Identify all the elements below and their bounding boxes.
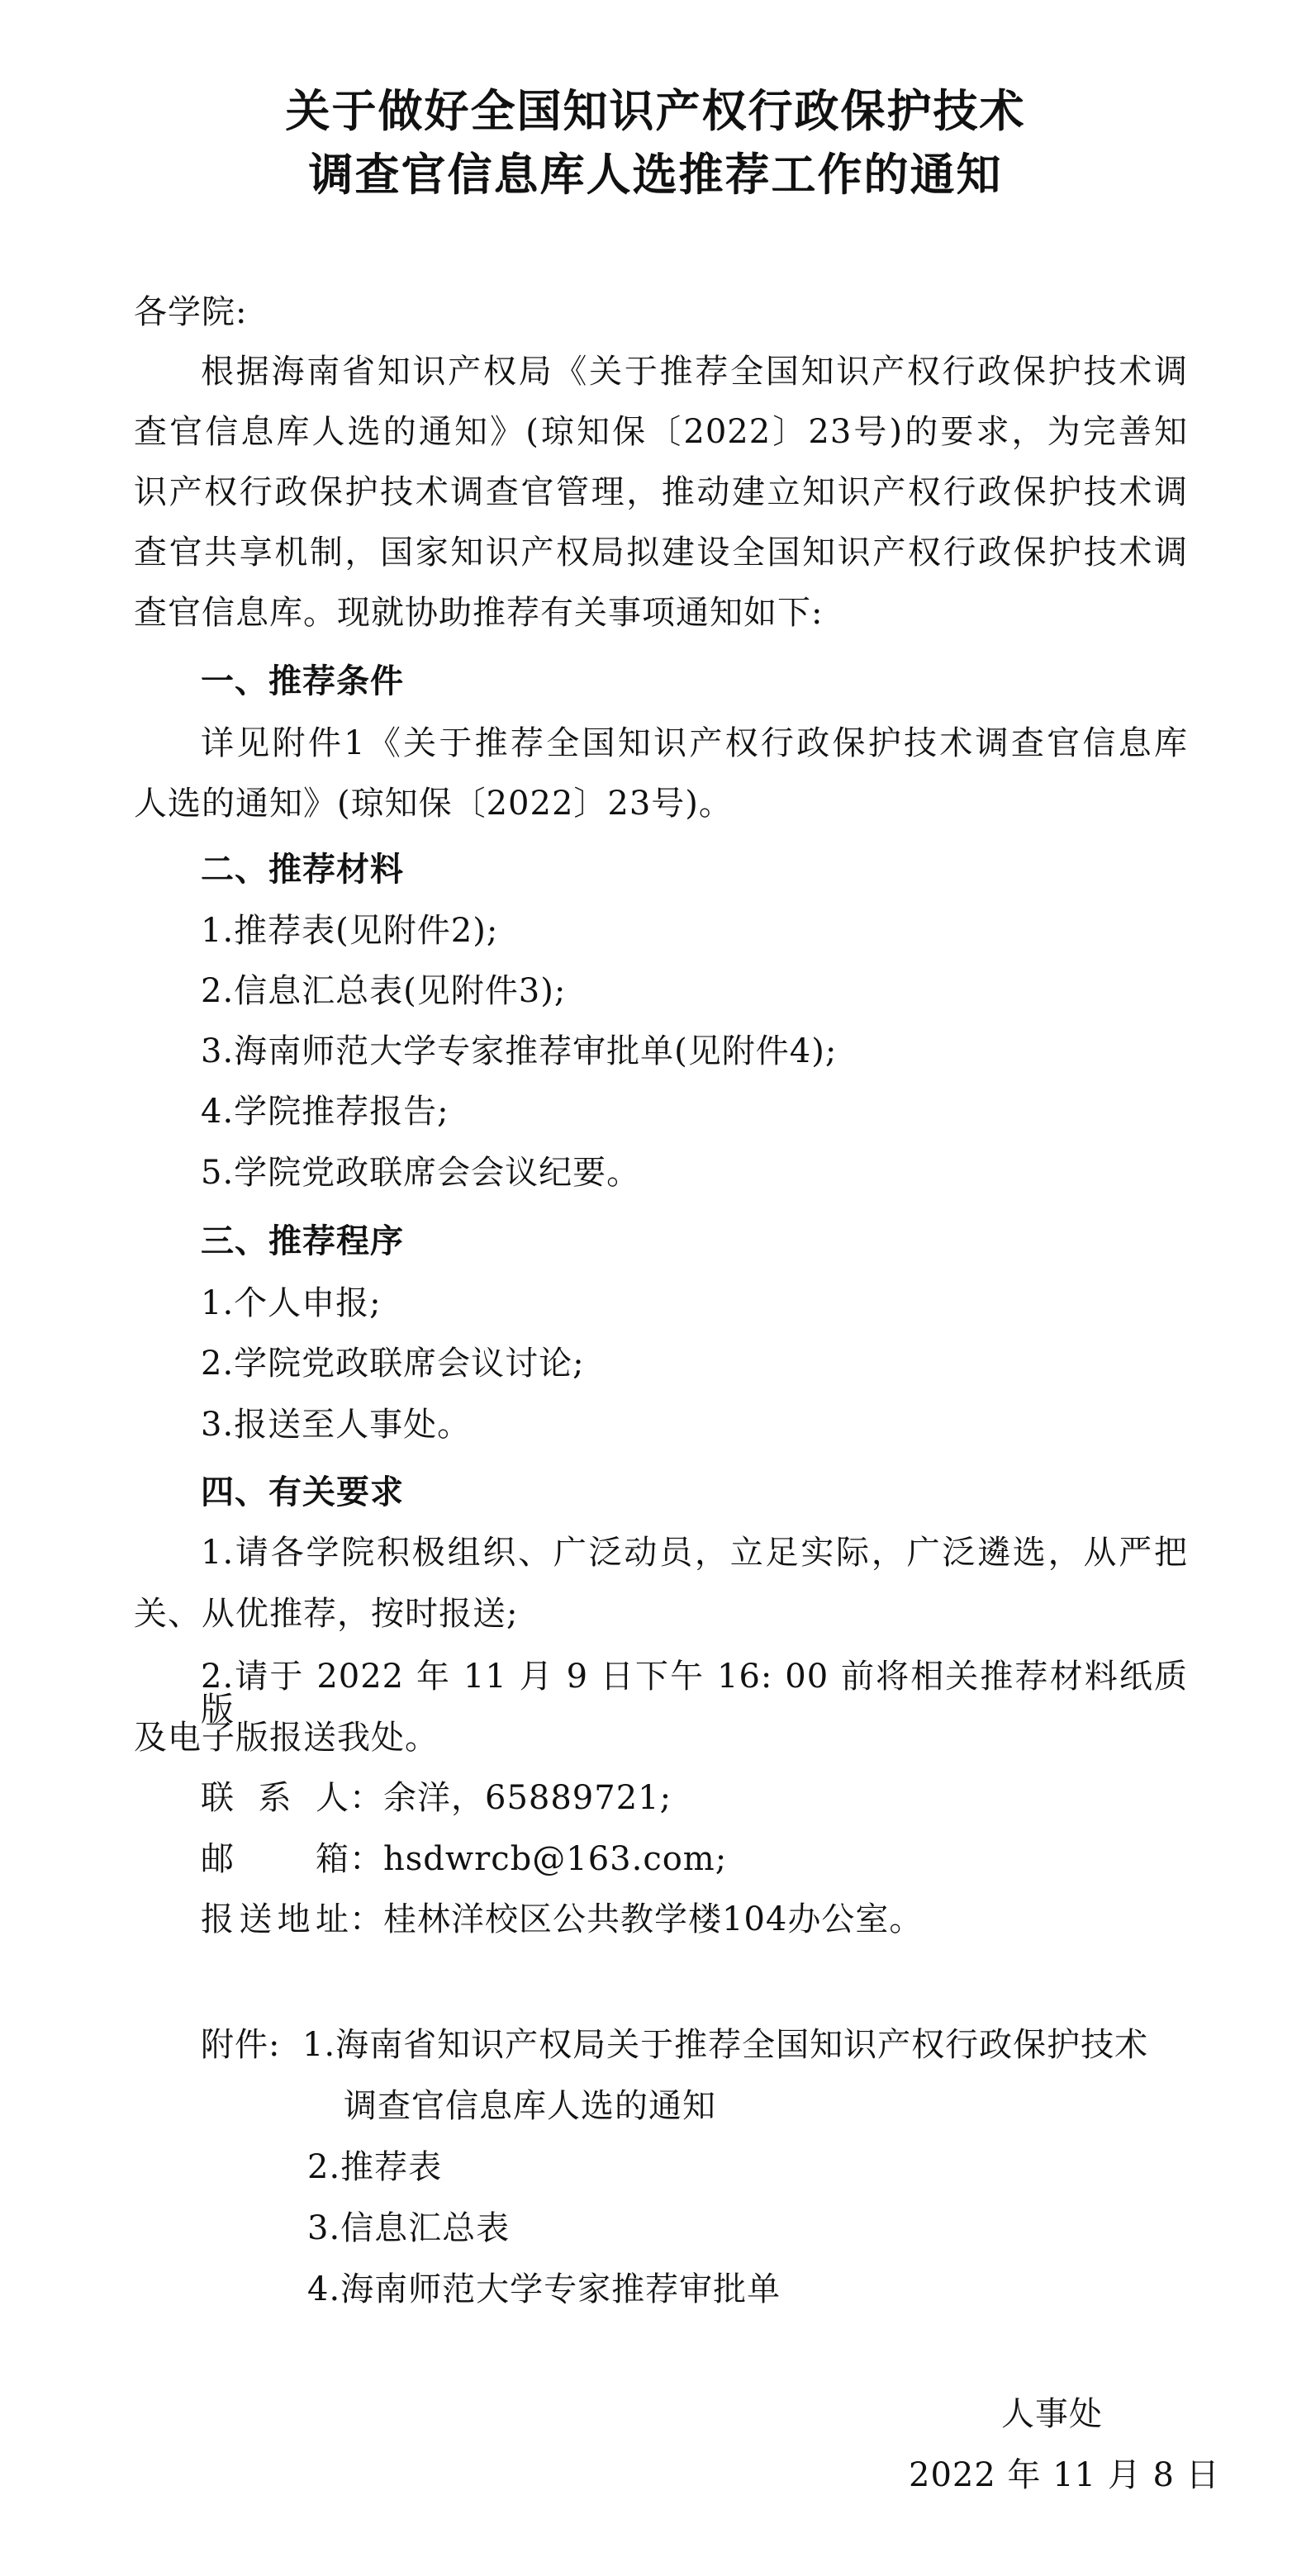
contact-person-label: 联系人: [201, 1779, 349, 1817]
contact-address: [201, 1900, 924, 1938]
section-1-heading: 一、推荐条件: [201, 662, 404, 700]
section-1-line-1: 详见附件1《关于推荐全国知识产权行政保护技术调查官信息库: [201, 724, 1188, 762]
section-1-line-2: 人选的通知》(琼知保〔2022〕23号)。: [134, 785, 733, 823]
intro-line-5: 查官信息库。现就协助推荐有关事项通知如下:: [134, 594, 824, 632]
intro-line-3: 识产权行政保护技术调查官管理，推动建立知识产权行政保护技术调: [134, 473, 1188, 511]
section-2-heading: 二、推荐材料: [201, 851, 404, 889]
requirement-2-line-2: 及电子版报送我处。: [134, 1719, 439, 1757]
contact-person: [201, 1781, 672, 1815]
procedure-item-2: 2.学院党政联席会议讨论;: [201, 1345, 585, 1383]
material-item-2: 2.信息汇总表(见附件3);: [201, 972, 567, 1010]
signature-date: 2022 年 11 月 8 日: [909, 2456, 1220, 2494]
procedure-item-1: 1.个人申报;: [201, 1284, 382, 1322]
contact-email-value: ：hsdwrcb@163.com;: [349, 1840, 728, 1878]
attachment-item-4: 4.海南师范大学专家推荐审批单: [307, 2270, 781, 2308]
document-title-line-1: 关于做好全国知识产权行政保护技术: [285, 85, 1026, 137]
attachment-item-3: 3.信息汇总表: [307, 2209, 511, 2247]
contact-address-value: ：桂林洋校区公共教学楼104办公室。: [349, 1900, 924, 1938]
contact-person-value: ：余洋，65889721;: [349, 1779, 672, 1817]
signature-org: 人事处: [1001, 2395, 1103, 2433]
procedure-item-3: 3.报送至人事处。: [201, 1406, 472, 1444]
attachment-item-1-line-1: 1.海南省知识产权局关于推荐全国知识产权行政保护技术: [302, 2026, 1149, 2064]
material-item-4: 4.学院推荐报告;: [201, 1093, 449, 1131]
intro-line-4: 查官共享机制，国家知识产权局拟建设全国知识产权行政保护技术调: [134, 534, 1188, 572]
material-item-5: 5.学院党政联席会会议纪要。: [201, 1154, 641, 1192]
section-4-heading: 四、有关要求: [201, 1473, 404, 1511]
attachment-item-1-line-2: 调查官信息库人选的通知: [344, 2087, 716, 2125]
requirement-1-line-2: 关、从优推荐，按时报送;: [134, 1595, 519, 1633]
contact-email: [201, 1840, 728, 1878]
contact-address-label: 报送地址: [201, 1900, 349, 1938]
attachments-label: 附件:: [201, 2026, 281, 2064]
attachment-item-2: 2.推荐表: [307, 2148, 443, 2186]
requirement-1-line-1: 1.请各学院积极组织、广泛动员，立足实际，广泛遴选，从严把: [201, 1534, 1188, 1572]
contact-email-label: 邮箱: [201, 1840, 349, 1878]
document-title-line-2: 调查官信息库人选推荐工作的通知: [308, 149, 1003, 201]
intro-line-2: 查官信息库人选的通知》(琼知保〔2022〕23号)的要求，为完善知: [134, 413, 1188, 451]
intro-line-1: 根据海南省知识产权局《关于推荐全国知识产权行政保护技术调: [201, 353, 1188, 391]
requirement-2-line-1: 2.请于 2022 年 11 月 9 日下午 16: 00 前将相关推荐材料纸质版: [201, 1658, 1188, 1729]
material-item-3: 3.海南师范大学专家推荐审批单(见附件4);: [201, 1032, 838, 1070]
salutation: 各学院:: [134, 293, 248, 331]
section-3-heading: 三、推荐程序: [201, 1222, 404, 1260]
material-item-1: 1.推荐表(见附件2);: [201, 912, 499, 950]
